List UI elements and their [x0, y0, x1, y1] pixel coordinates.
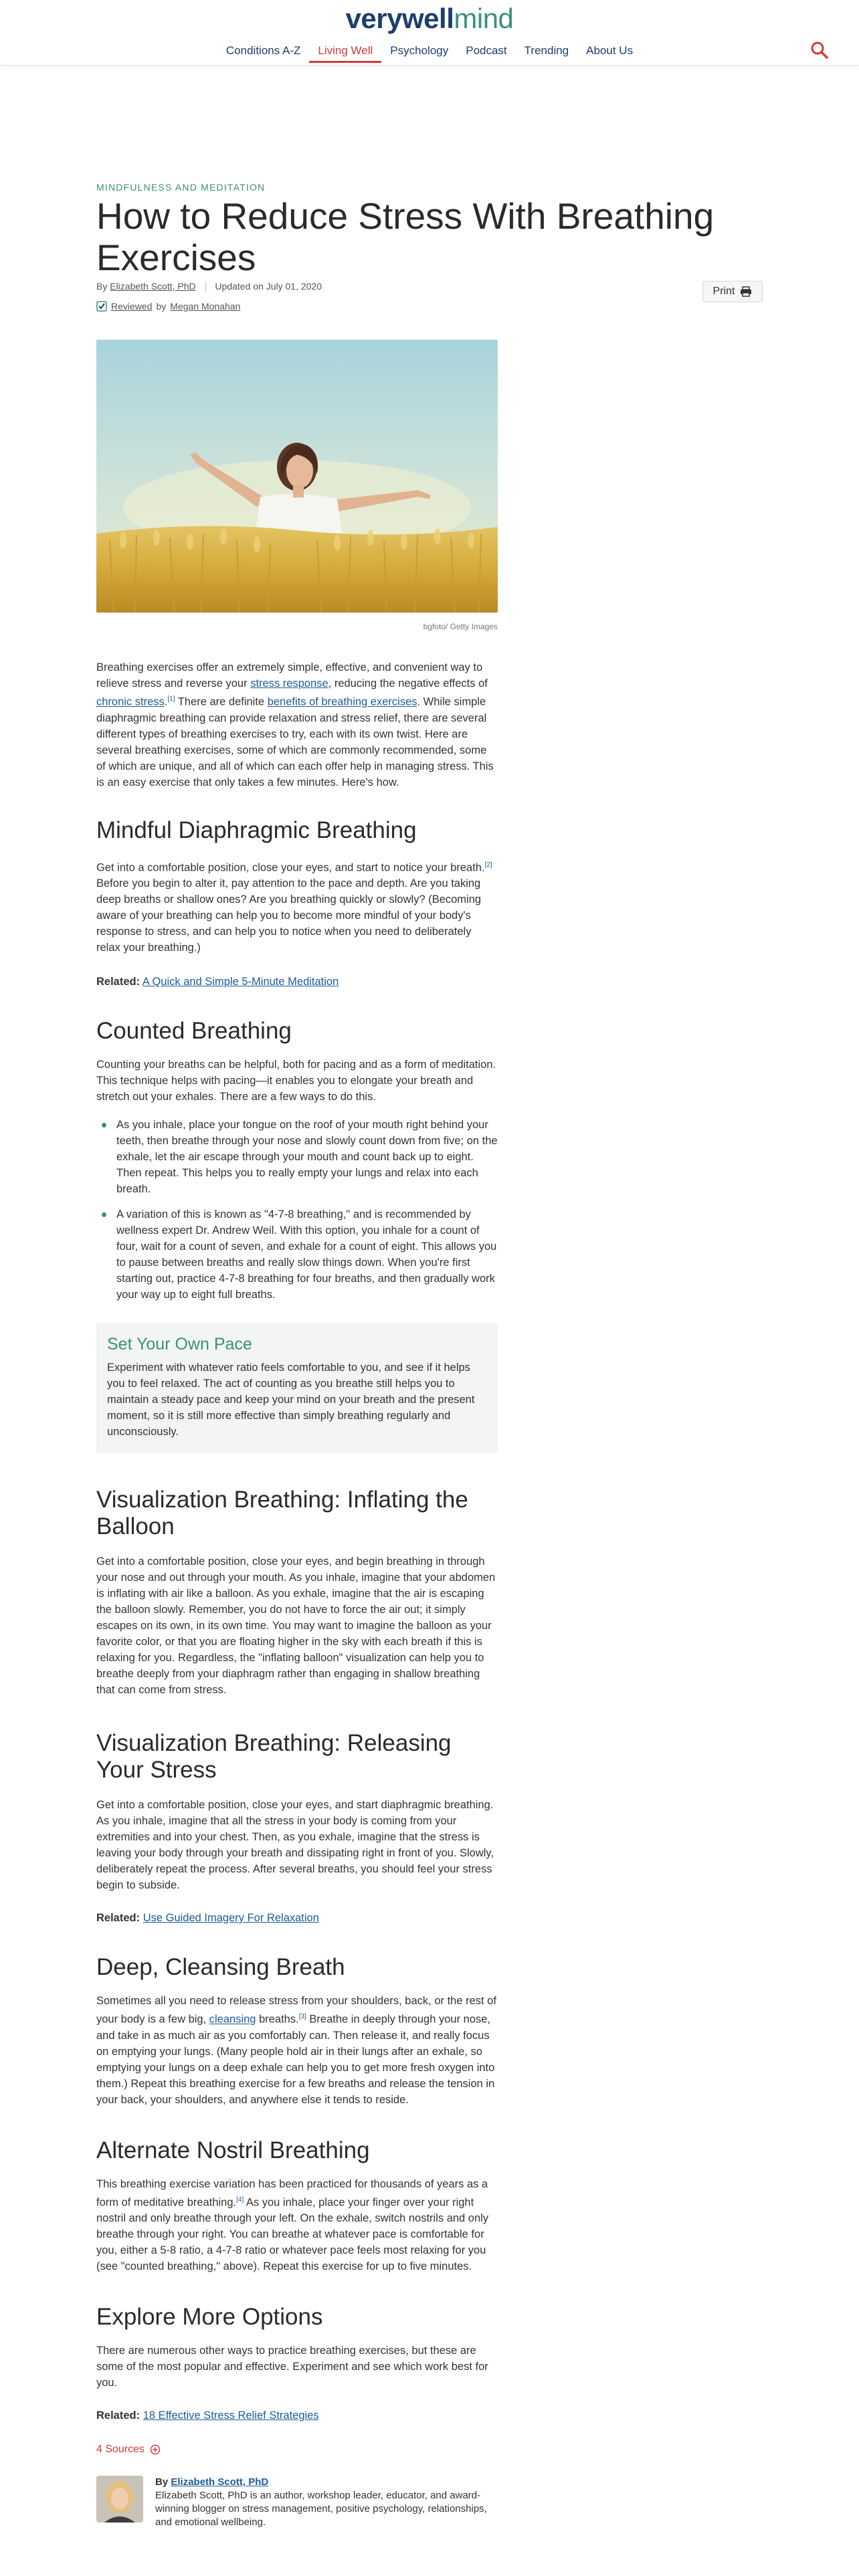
heading-releasing-stress: Visualization Breathing: Releasing Your Stress: [96, 1730, 452, 1783]
related-guided-imagery: [96, 1912, 498, 1925]
mindful-text-2: Before you begin to alter it, pay attention to the pace and depth. Are you taking deep breaths or shallow ones? Are you breathing quickly or slowly? (Becoming aware of your breathing can help you to become more mindful of your body's response to stress, and can help you to notice when you need to deliberately relax your breathing.): [96, 877, 482, 954]
article-title: How to Reduce Stress With Breathing Exercises: [96, 195, 714, 278]
byline-author-link[interactable]: Elizabeth Scott, PhD: [110, 281, 196, 292]
author-bio: [96, 2476, 498, 2529]
heading-counted-breathing: Counted Breathing: [96, 1018, 292, 1044]
related-label: Related:: [96, 976, 140, 988]
cleansing-text-3: Breathe in deeply through your nose, and take in as much air as you comfortably can. Then release it, and really focus on emptying your lungs. (Many people hold air in their lungs after an exhale, so emptying your lungs on a deep exhale can help you to get more fresh oxygen into them.) Repeat this breathing exercise for a few breaths and release the tension in your back, your shoulders, and anywhere else it tends to reside.: [96, 2013, 495, 2106]
author-text: [155, 2476, 498, 2529]
releasing-paragraph: Get into a comfortable position, close your eyes, and start diaphragmic breathing. As you inhale, imagine that all the stress in your body is coming from your extremities and into your chest. Then, as you exhale, imagine that the stress is leaving your body through your breath and dissipating right in front of you. Slowly, deliberately repeat the process. After several breaths, you should feel your stress begin to subside.: [96, 1799, 494, 1891]
nostril-paragraph: [96, 2176, 498, 2275]
site-header: [0, 0, 859, 66]
logo-brand: verywell: [345, 3, 454, 34]
callout-heading: Set Your Own Pace: [107, 1335, 252, 1354]
updated-date: Updated on July 01, 2020: [215, 281, 322, 292]
list-item: A variation of this is known as "4-7-8 breathing," and is recommended by wellness expert Dr. Andrew Weil. With this option, you inhale for a count of four, wait for a count of seven, and exhale for a count of eight. This allows you to pause between breaths and really slow things down. When you're first starting out, practice 4-7-8 breathing for four breaths, and then gradually work your way up to eight full breaths.: [96, 1206, 498, 1303]
benefits-link[interactable]: benefits of breathing exercises: [267, 695, 417, 708]
nostril-text-1: This breathing exercise variation has been practiced for thousands of years as a form of meditative breathing.: [96, 2177, 488, 2208]
author-avatar[interactable]: [96, 2476, 143, 2523]
citation-3[interactable]: [3]: [298, 2013, 306, 2020]
reviewed-link[interactable]: Reviewed: [111, 301, 153, 312]
search-icon: [809, 40, 830, 60]
cleansing-text-1: Sometimes all you need to release stress from your shoulders, back, or the rest of your body is a few big,: [96, 1995, 496, 2026]
related-guided-imagery-link[interactable]: Use Guided Imagery For Relaxation: [142, 1912, 319, 1924]
plus-circle-icon: [150, 2444, 161, 2455]
stress-response-link[interactable]: stress response: [250, 677, 328, 689]
hero-image: [96, 340, 498, 613]
search-button[interactable]: [809, 40, 830, 60]
sources-label: 4 Sources: [96, 2444, 145, 2455]
balloon-paragraph: Get into a comfortable position, close your eyes, and begin breathing in through your nose and out through your mouth. As you inhale, imagine that your abdomen is inflating with air like a balloon. As you exhale, imagine that the air is escaping the balloon slowly. Remember, you do not have to force the air out; it simply escapes on its own, in its own time. You may want to imagine the balloon as your favorite color, or that you are floating higher in the sky with each breath if this is relaxing for you. Regardless, the "inflating balloon" visualization can help you to breathe deeply from your diaphragm rather than engaging in shallow breathing that can come from stress.: [96, 1555, 496, 1696]
logo-suffix: mind: [454, 3, 514, 34]
intro-text-4: . While simple diaphragmic breathing can provide relaxation and stress relief, there are several different types of breathing exercises to try, each with its own twist. Here are several breathing exercises, some of which are commonly recommended, some of which are unique, and all of which can each offer help in managing stress. This is an easy exercise that only takes a few minutes. Here's how.: [96, 695, 494, 788]
author-description: Elizabeth Scott, PhD is an author, workshop leader, educator, and award-winning blogger on stress management, positive psychology, relationships, and emotional wellbeing.: [155, 2490, 487, 2528]
counted-list: [96, 1117, 498, 1303]
citation-2[interactable]: [2]: [484, 861, 492, 869]
related-meditation: [96, 976, 498, 988]
related-stress-relief: [96, 2409, 498, 2422]
check-icon: [96, 301, 107, 312]
heading-alternate-nostril: Alternate Nostril Breathing: [96, 2137, 370, 2163]
author-name-link[interactable]: Elizabeth Scott, PhD: [171, 2476, 269, 2488]
author-by: By: [155, 2476, 169, 2488]
review-line: [96, 301, 240, 312]
byline: [96, 281, 322, 292]
nav-conditions[interactable]: Conditions A-Z: [225, 44, 301, 57]
cleansing-link[interactable]: cleansing: [209, 2013, 256, 2026]
reviewed-by: by: [156, 301, 167, 312]
chronic-stress-link[interactable]: chronic stress: [96, 695, 165, 708]
mindful-text-1: Get into a comfortable position, close your eyes, and start to notice your breath.: [96, 861, 485, 873]
intro-text-3: There are definite: [175, 695, 268, 708]
nav-about-us[interactable]: About Us: [586, 44, 634, 57]
heading-cleansing-breath: Deep, Cleansing Breath: [96, 1954, 345, 1980]
main-nav: [0, 41, 859, 63]
mindful-paragraph: [96, 857, 498, 956]
citation-1[interactable]: [1]: [167, 695, 175, 703]
woman-in-wheat-field-illustration: [96, 340, 498, 613]
byline-prefix: By: [96, 281, 108, 292]
list-item: As you inhale, place your tongue on the roof of your mouth right behind your teeth, then breathe through your nose and slowly count down from five; on the exhale, let the air escape through your mouth and count back up to eight. Then repeat. This helps you to really empty your lungs and relax into each breath.: [96, 1117, 498, 1197]
nav-psychology[interactable]: Psychology: [390, 44, 449, 57]
nav-living-well[interactable]: Living Well: [309, 41, 381, 63]
site-logo[interactable]: [0, 3, 859, 35]
explore-paragraph: There are numerous other ways to practice breathing exercises, but these are some of the most popular and effective. Experiment and see which work best for you.: [96, 2345, 488, 2389]
callout-text: Experiment with whatever ratio feels comfortable to you, and see if it helps you to feel relaxed. The act of counting as you breathe still helps you to maintain a steady pace and keep your mind on your breath and the present moment, so it is still more effective than simply breathing regularly and unconsciously.: [107, 1362, 475, 1438]
byline-divider: [205, 282, 206, 292]
related-label: Related:: [96, 1912, 140, 1924]
image-credit: bgfoto/ Getty Images: [423, 622, 498, 631]
nostril-text-2: As you inhale, place your finger over your right nostril and only breathe through your left. On the exhale, switch nostrils and only breathe through your right. You can breathe at whatever pace is comfortable for you, either a 5-8 ratio, a 4-7-8 ratio or whatever pace feels most relaxing for you (see "counted breathing," above). Repeat this exercise for up to five minutes.: [96, 2196, 489, 2272]
article-kicker[interactable]: MINDFULNESS AND MEDITATION: [96, 182, 266, 193]
intro-paragraph: Breathing exercises offer an extremely simple, effective, and convenient way to relieve stress and reverse your stress response, reducing the negative effects of chronic stress.[1] There are definite benefits of breathing exercises. While simple diaphragmic breathing can provide relaxation and stress relief, there are several different types of breathing exercises to try, each with its own twist. Here are several breathing exercises, some of which are commonly recommended, some of which are unique, and all of which can each offer help in managing stress. This is an easy exercise that only takes a few minutes. Here's how.: [96, 661, 494, 788]
callout-box: [96, 1323, 498, 1453]
printer-icon: [740, 286, 752, 297]
print-label: Print: [712, 286, 735, 297]
heading-mindful-breathing: Mindful Diaphragmic Breathing: [96, 817, 417, 843]
nav-trending[interactable]: Trending: [524, 44, 569, 57]
cleansing-paragraph: [96, 1993, 498, 2108]
sources-toggle[interactable]: [96, 2444, 498, 2456]
article-body: [96, 659, 498, 2529]
intro-text-2: , reducing the negative effects of: [328, 677, 488, 689]
heading-balloon: Visualization Breathing: Inflating the Balloon: [96, 1487, 468, 1539]
intro-text-1: Breathing exercises offer an extremely simple, effective, and convenient way to relieve stress and reverse your: [96, 661, 483, 689]
print-button[interactable]: [702, 281, 763, 302]
citation-4[interactable]: [4]: [236, 2195, 244, 2204]
related-stress-relief-link[interactable]: 18 Effective Stress Relief Strategies: [142, 2409, 319, 2422]
related-meditation-link[interactable]: A Quick and Simple 5-Minute Meditation: [142, 976, 339, 988]
heading-explore-more: Explore More Options: [96, 2304, 323, 2330]
related-label: Related:: [96, 2409, 140, 2422]
reviewer-link[interactable]: Megan Monahan: [170, 301, 241, 312]
cleansing-text-2: breaths.: [256, 2013, 299, 2026]
nav-podcast[interactable]: Podcast: [466, 44, 507, 57]
counted-paragraph: Counting your breaths can be helpful, both for pacing and as a form of meditation. This technique helps with pacing—it enables you to elongate your breath and stretch out your exhales. There are a few ways to do this.: [96, 1059, 496, 1103]
author-portrait: [96, 2476, 143, 2523]
